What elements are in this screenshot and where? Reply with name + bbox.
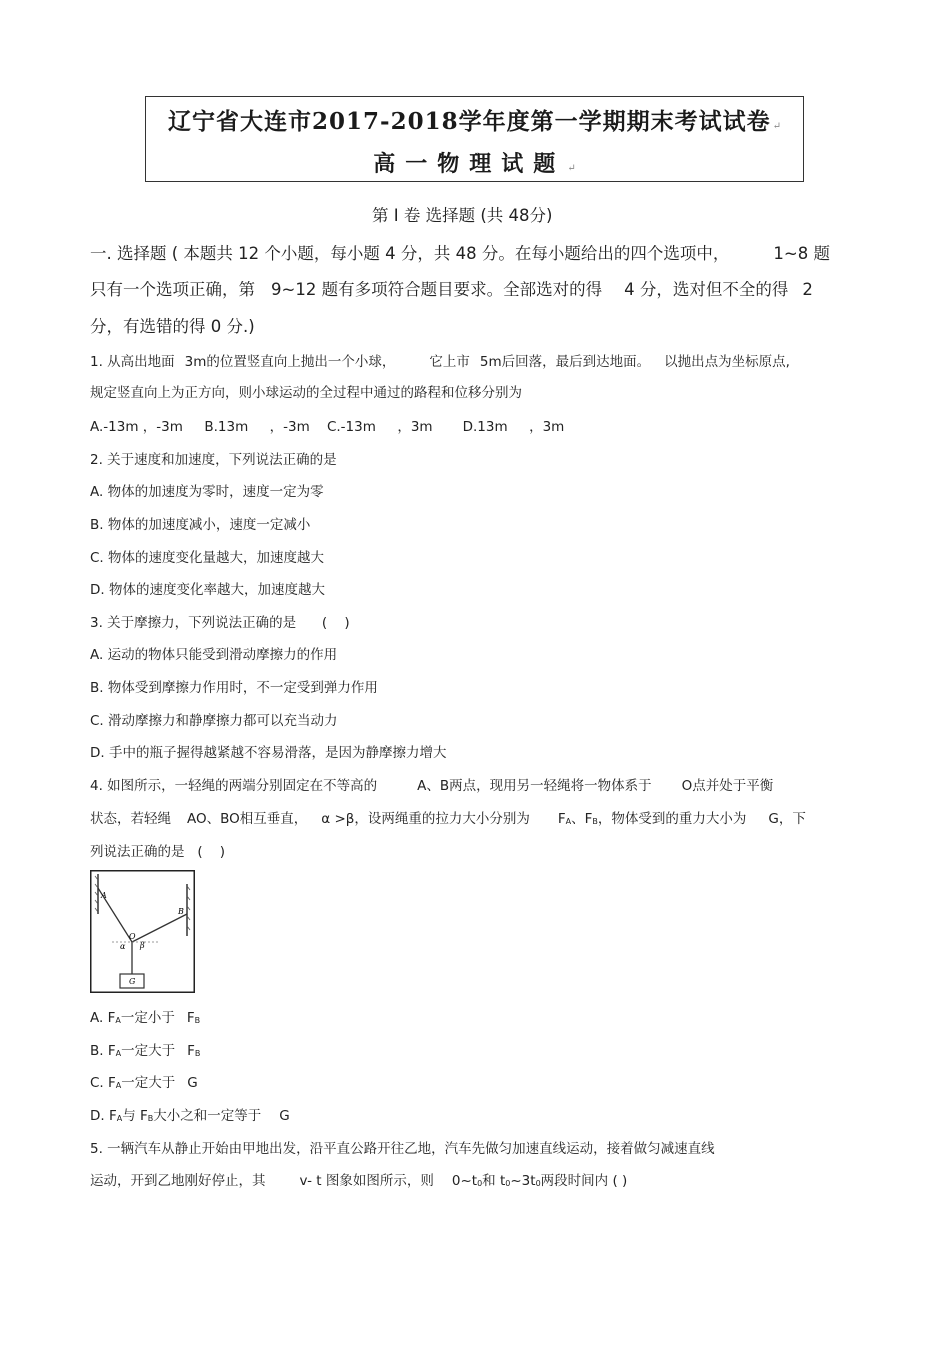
q2-option-b: B. 物体的加速度减小，速度一定减小 — [90, 517, 311, 533]
q4-option-a: A. FA一定小于 FB — [90, 1010, 201, 1026]
q4-line-3: 列说法正确的是 ( ) — [90, 844, 226, 860]
q1-options: A.-13m ，-3m B.13m ，-3m C.-13m ，3m D.13m ，3m — [90, 419, 565, 435]
q1-line-2: 规定竖直向上为正方向，则小球运动的全过程中通过的路程和位移分别为 — [90, 385, 522, 401]
q3-option-a: A. 运动的物体只能受到滑动摩擦力的作用 — [90, 647, 338, 663]
label-beta: β — [140, 941, 145, 950]
q4-option-b: B. FA一定大于 FB — [90, 1043, 201, 1059]
q4-option-c: C. FA一定大于 G — [90, 1075, 198, 1091]
intro-line-2: 只有一个选项正确，第 9~12 题有多项符合题目要求。全部选对的得 4 分，选对但不全的得 2 — [90, 280, 813, 299]
exam-title: 辽宁省大连市2017-2018学年度第一学期期末考试试卷 ↵ — [168, 108, 781, 135]
label-a: A — [101, 891, 107, 900]
q4-line-2: 状态，若轻绳 AO、BO相互垂直， α >β，设两绳重的拉力大小分别为 FA、FB，物体受到的重力大小为 G，下 — [90, 811, 806, 827]
return-mark-icon: ↵ — [567, 163, 576, 174]
title-box — [145, 96, 804, 182]
q3-option-b: B. 物体受到摩擦力作用时，不一定受到弹力作用 — [90, 680, 378, 696]
intro-line-1: 一. 选择题 ( 本题共 12 个小题，每小题 4 分，共 48 分。在每小题给出的四个选项中， 1~8 题 — [90, 244, 830, 263]
q3-stem: 3. 关于摩擦力，下列说法正确的是 ( ) — [90, 615, 350, 631]
intro-line-3: 分，有选错的得 0 分.) — [90, 317, 255, 336]
q5-line-1: 5. 一辆汽车从静止开始由甲地出发，沿平直公路开往乙地，汽车先做匀加速直线运动，接着做匀减速直线 — [90, 1141, 715, 1157]
exam-subtitle: 高一物理试题 ↵ — [373, 151, 576, 177]
section-heading: 第 I 卷 选择题 (共 48分) — [372, 206, 553, 225]
q4-line-1: 4. 如图所示，一轻绳的两端分别固定在不等高的 A、B两点，现用另一轻绳将一物体系于 O点并处于平衡 — [90, 778, 774, 794]
q3-option-c: C. 滑动摩擦力和静摩擦力都可以充当动力 — [90, 713, 338, 729]
label-o: O — [129, 932, 136, 941]
q2-option-d: D. 物体的速度变化率越大，加速度越大 — [90, 582, 325, 598]
q2-option-c: C. 物体的速度变化量越大，加速度越大 — [90, 550, 325, 566]
q2-option-a: A. 物体的加速度为零时，速度一定为零 — [90, 484, 324, 500]
q5-line-2: 运动，开到乙地刚好停止，其 v- t 图象如图所示，则 0~t0和 t0~3t0两段时间内 ( ) — [90, 1173, 628, 1189]
q4-option-d: D. FA与 FB大小之和一定等于 G — [90, 1108, 290, 1124]
q1-line-1: 1. 从高出地面 3m的位置竖直向上抛出一个小球， 它上市 5m后回落，最后到达地面。 以抛出点为坐标原点, — [90, 354, 790, 370]
label-alpha: α — [120, 942, 126, 951]
rope-diagram — [90, 870, 195, 993]
q2-stem: 2. 关于速度和加速度，下列说法正确的是 — [90, 452, 337, 468]
label-b: B — [178, 907, 184, 916]
label-g: G — [129, 977, 136, 986]
return-mark-icon: ↵ — [772, 121, 781, 132]
q3-option-d: D. 手中的瓶子握得越紧越不容易滑落，是因为静摩擦力增大 — [90, 745, 447, 761]
